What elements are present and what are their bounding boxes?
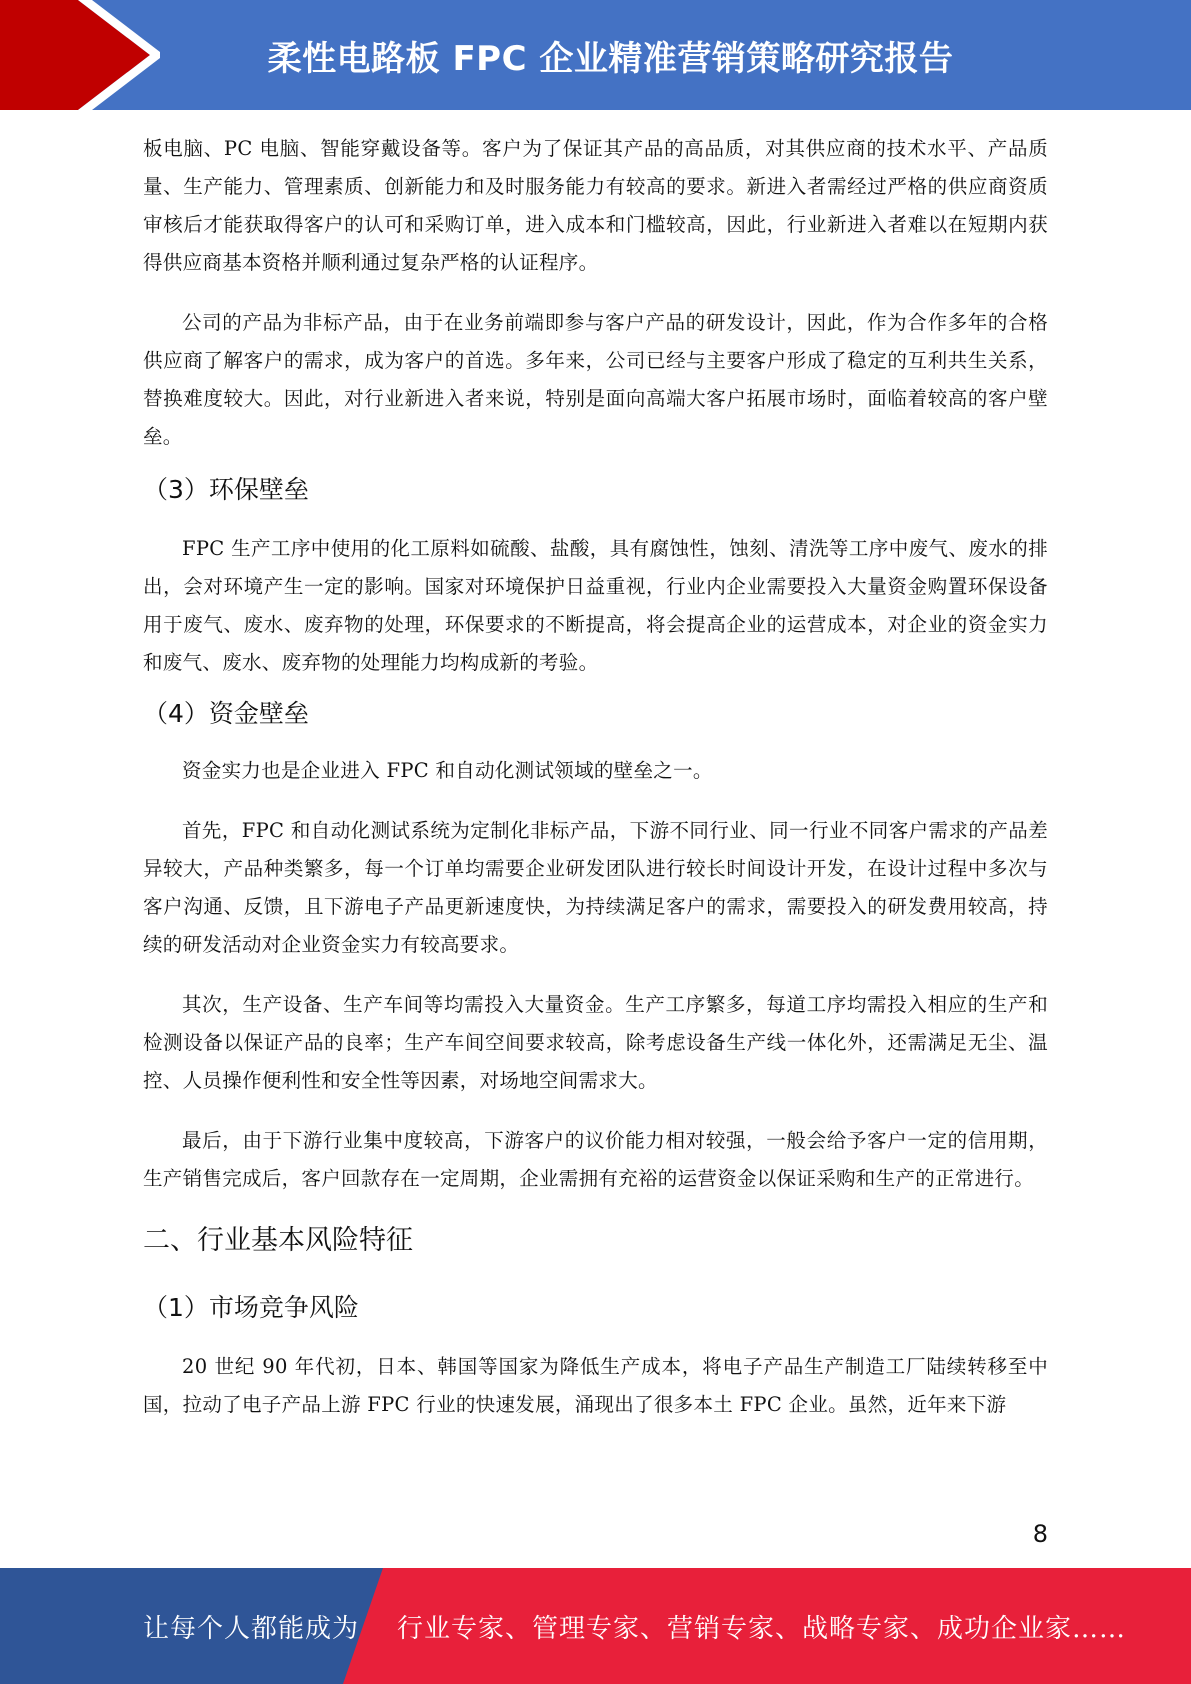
- footer-slogan-left: 让每个人都能成为: [143, 1613, 360, 1644]
- paragraph-8: 20 世纪 90 年代初，日本、韩国等国家为降低生产成本，将电子产品生产制造工厂陆续转移至中国，拉动了电子产品上游 FPC 行业的快速发展，涌现出了很多本土 FPC 企业。虽然，近年来下游: [143, 1355, 1048, 1416]
- paragraph-6: 其次，生产设备、生产车间等均需投入大量资金。生产工序繁多，每道工序均需投入相应的生产和检测设备以保证产品的良率；生产车间空间要求较高，除考虑设备生产线一体化外，还需满足无尘、温控、人员操作便利性和安全性等因素，对场地空间需求大。: [143, 993, 1048, 1092]
- paragraph-5: 首先，FPC 和自动化测试系统为定制化非标产品，下游不同行业、同一行业不同客户需求的产品差异较大，产品种类繁多，每一个订单均需要企业研发团队进行较长时间设计开发，在设计过程中多次与客户沟通、反馈，且下游电子产品更新速度快，为持续满足客户的需求，需要投入的研发费用较高，持续的研发活动对企业资金实力有较高要求。: [143, 819, 1048, 956]
- report-title: 柔性电路板 FPC 企业精准营销策略研究报告: [267, 38, 954, 79]
- paragraph-4: 资金实力也是企业进入 FPC 和自动化测试领域的壁垒之一。: [182, 759, 713, 782]
- header-arrow-decoration: [0, 0, 160, 110]
- page-header: [0, 0, 1191, 110]
- paragraph-2: 公司的产品为非标产品，由于在业务前端即参与客户产品的研发设计，因此，作为合作多年的合格供应商了解客户的需求，成为客户的首选。多年来，公司已经与主要客户形成了稳定的互利共生关系，替换难度较大。因此，对行业新进入者来说，特别是面向高端大客户拓展市场时，面临着较高的客户壁垒。: [143, 311, 1048, 448]
- heading-environmental-barrier: （3）环保壁垒: [143, 475, 309, 504]
- document-body: [143, 130, 1048, 1424]
- section-heading-risk: 二、行业基本风险特征: [143, 1225, 413, 1256]
- paragraph-3: FPC 生产工序中使用的化工原料如硫酸、盐酸，具有腐蚀性，蚀刻、清洗等工序中废气、废水的排出，会对环境产生一定的影响。国家对环境保护日益重视，行业内企业需要投入大量资金购置环保设备用于废气、废水、废弃物的处理，环保要求的不断提高，将会提高企业的运营成本，对企业的资金实力和废气、废水、废弃物的处理能力均构成新的考验。: [143, 537, 1048, 674]
- page-number: 8: [1032, 1520, 1048, 1548]
- heading-market-competition-risk: （1）市场竞争风险: [143, 1293, 359, 1322]
- page-footer: [0, 1568, 1191, 1684]
- paragraph-7: 最后，由于下游行业集中度较高，下游客户的议价能力相对较强，一般会给予客户一定的信用期，生产销售完成后，客户回款存在一定周期，企业需拥有充裕的运营资金以保证采购和生产的正常进行。: [143, 1129, 1048, 1190]
- paragraph-1: 板电脑、PC 电脑、智能穿戴设备等。客户为了保证其产品的高品质，对其供应商的技术水平、产品质量、生产能力、管理素质、创新能力和及时服务能力有较高的要求。新进入者需经过严格的供应商资质审核后才能获取得客户的认可和采购订单，进入成本和门槛较高，因此，行业新进入者难以在短期内获得供应商基本资格并顺利通过复杂严格的认证程序。: [143, 137, 1048, 274]
- footer-slogan-right: 行业专家、管理专家、营销专家、战略专家、成功企业家……: [397, 1613, 1127, 1644]
- heading-capital-barrier: （4）资金壁垒: [143, 699, 309, 728]
